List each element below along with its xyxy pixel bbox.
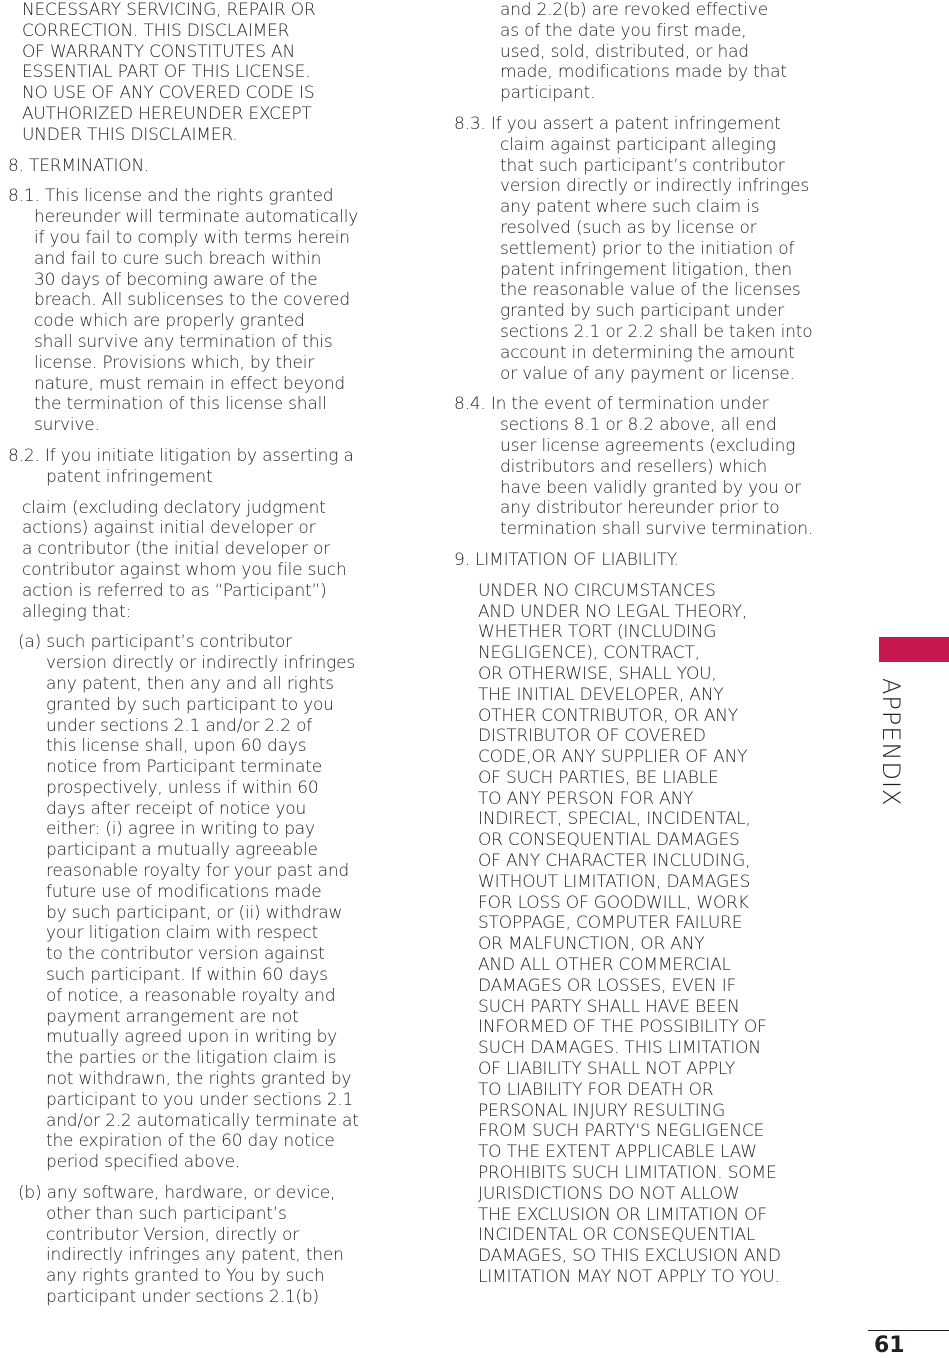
section-label: APPENDIX <box>877 678 905 807</box>
left-column <box>8 0 408 1318</box>
limitation-heading: 9. LIMITATION OF LIABILITY. <box>454 549 679 570</box>
section-8-2: 8.2. If you initiate litigation by asserting a patent infringement <box>8 445 354 487</box>
disclaimer-tail: NECESSARY SERVICING, REPAIR OR CORRECTION. THIS DISCLAIMER OF WARRANTY CONSTITUTES AN ESSENTIAL PART OF THIS LICENSE. NO USE OF ANY COVERED CODE IS AUTHORIZED HEREUNDER EXCEPT UNDER THIS DISCLAIMER. <box>22 0 316 145</box>
page-number: 61 <box>874 1333 905 1358</box>
section-8-2-claim: claim (excluding declatory judgment actions) against initial developer or a contributor (the initial developer or contributor against whom you file such action is referred to as “Participant”) alleging that: <box>22 497 347 622</box>
right-column <box>454 0 864 1298</box>
section-tab-marker <box>879 637 949 662</box>
section-8-4: 8.4. In the event of termination under sections 8.1 or 8.2 above, all end user license agreements (excluding distributors and resellers) which have been validly granted by you or any distributor hereunder prior to termination shall survive termination. <box>454 394 814 540</box>
limitation-body: UNDER NO CIRCUMSTANCES AND UNDER NO LEGAL THEORY, WHETHER TORT (INCLUDING NEGLIGENCE), CONTRACT, OR OTHERWISE, SHALL YOU, THE INITIAL DEVELOPER, ANY OTHER CONTRIBUTOR, OR ANY DISTRIBUTOR OF COVERED CODE,OR ANY SUPPLIER OF ANY OF SUCH PARTIES, BE LIABLE TO ANY PERSON FOR ANY INDIRECT, SPECIAL, INCIDENTAL, OR CONSEQUENTIAL DAMAGES OF ANY CHARACTER INCLUDING, WITHOUT LIMITATION, DAMAGES FOR LOSS OF GOODWILL, WORK STOPPAGE, COMPUTER FAILURE OR MALFUNCTION, OR ANY AND ALL OTHER COMMERCIAL DAMAGES OR LOSSES, EVEN IF SUCH PARTY SHALL HAVE BEEN INFORMED OF THE POSSIBILITY OF SUCH DAMAGES. THIS LIMITATION OF LIABILITY SHALL NOT APPLY TO LIABILITY FOR DEATH OR PERSONAL INJURY RESULTING FROM SUCH PARTY'S NEGLIGENCE TO THE EXTENT APPLICABLE LAW PROHIBITS SUCH LIMITATION. SOME JURISDICTIONS DO NOT ALLOW THE EXCLUSION OR LIMITATION OF INCIDENTAL OR CONSEQUENTIAL DAMAGES, SO THIS EXCLUSION AND LIMITATION MAY NOT APPLY TO YOU. <box>478 580 781 1288</box>
section-8-2-b: (b) any software, hardware, or device, other than such participant’s contributor Version, directly or indirectly infringes any patent, then any rights granted to You by such participant under sections 2.1(b) <box>18 1183 344 1308</box>
footer-rule <box>868 1330 949 1331</box>
termination-heading: 8. TERMINATION. <box>8 155 150 176</box>
section-8-2-a: (a) such participant’s contributor version directly or indirectly infringes any patent, then any and all rights granted by such participant to you under sections 2.1 and/or 2.2 of this license shall, upon 60 days notice from Participant terminate prospectively, unless if within 60 days after receipt of notice you either: (i) agree in writing to pay participant a mutually agreeable reasonable royalty for your past and future use of modifications made by such participant, or (ii) withdraw your litigation claim with respect to the contributor version against such participant. If within 60 days of notice, a reasonable royalty and payment arrangement are not mutually agreed upon in writing by the parties or the litigation claim is not withdrawn, the rights granted by participant to you under sections 2.1 and/or 2.2 automatically terminate at the expiration of the 60 day notice period specified above. <box>18 632 359 1173</box>
section-8-2-b-continued: and 2.2(b) are revoked effective as of the date you first made, used, sold, distributed, or had made, modifications made by that participant. <box>500 0 787 104</box>
section-8-3: 8.3. If you assert a patent infringement claim against participant alleging that such participant’s contributor version directly or indirectly infringes any patent where such claim is resolved (such as by license or settlement) prior to the initiation of patent infringement litigation, then the reasonable value of the licenses granted by such participant under sections 2.1 or 2.2 shall be taken into account in determining the amount or value of any payment or license. <box>454 113 813 384</box>
section-8-1: 8.1. This license and the rights granted hereunder will terminate automatically if you fail to comply with terms herein and fail to cure such breach within 30 days of becoming aware of the breach. All sublicenses to the covered code which are properly granted shall survive any termination of this license. Provisions which, by their nature, must remain in effect beyond the termination of this license shall survive. <box>8 186 359 436</box>
